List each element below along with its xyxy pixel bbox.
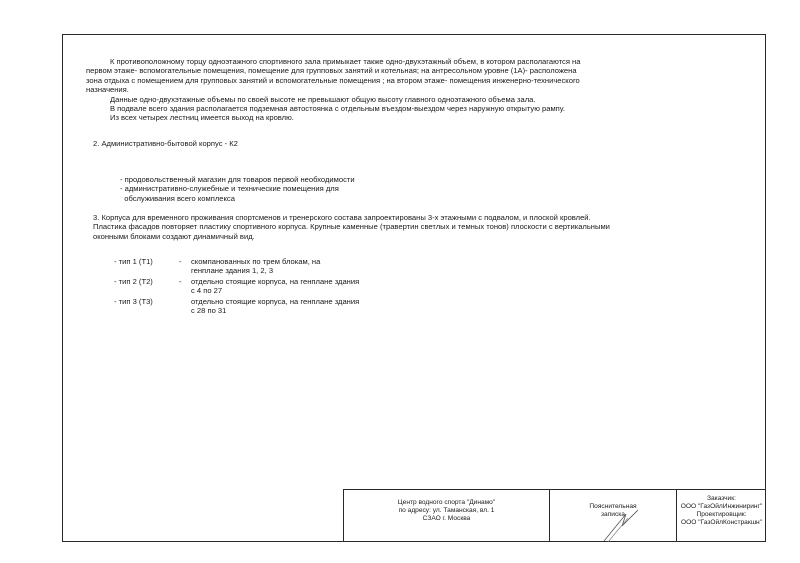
type-desc: с 4 по 27 [191,286,223,296]
party-line: Заказчик: [707,495,736,502]
text-line: В подвале всего здания располагается подземная автостоянка с отдельным въездом-выездом через наружную открытую рампу. [110,104,565,114]
type-desc: отдельно стоящие корпуса, на генплане здания [191,277,360,286]
type-desc: скомпанованных по трем блокам, на [191,257,321,266]
text-line: первом этаже- вспомогательные помещения, помещение для групповых занятий и котельная; на антресольном уровне (1А)- расположена [86,66,577,76]
project-line: Центр водного спорта "Динамо" [397,499,496,506]
text-line: зона отдыха с помещением для групповых занятий и вспомогательные помещения ; на втором этаже- помещения инженерно-технического [86,75,580,85]
type-desc: генплане здания 1, 2, 3 [191,266,274,276]
project-line: СЗАО г. Москва [422,515,471,522]
type-label: - тип 3 (Т3) [114,297,153,306]
text-line: Данные одно-двухэтажные объемы по своей высоте не превышают общую высоту главного одноэтажного объема зала. [110,94,536,104]
signature-icon [598,508,642,544]
type-desc: отдельно стоящие корпуса, на генплане здания [191,297,360,306]
list-item: обслуживания всего комплекса [120,193,235,203]
text-line: оконными блоками создают динамичный вид. [93,231,255,241]
project-cell [343,490,549,542]
type-dash: - [179,277,182,286]
party-line: Проектировщик: [696,511,747,518]
text-line: Пластика фасадов повторяет пластику спортивного корпуса. Крупные каменные (травертин светлых и темных тонов) плоскости с вертикальными [93,222,610,232]
party-line: ООО "ГазОйлИнжиниринг" [680,503,763,510]
text-line: 3. Корпуса для временного проживания спортсменов и тренерского состава запроектированы 3-х этажными с подвалом, и плоской кровлей. [93,213,591,222]
text-line: К противоположному торцу одноэтажного спортивного зала примыкает также одно-двухэтажный объем, в котором располагаются на [110,57,581,66]
party-line: ООО "ГазОйлКонстракшн" [681,519,762,526]
doc-type-line: записка [601,511,625,518]
list-item: - продовольственный магазин для товаров первой необходимости [120,175,355,184]
text-line: Из всех четырех лестниц имеется выход на кровлю. [110,113,294,123]
type-label: - тип 1 (Т1) [114,257,153,266]
text-line: назначения. [86,85,129,95]
section-heading: 2. Административно-бытовой корпус - К2 [93,139,238,148]
type-label: - тип 2 (Т2) [114,277,153,286]
type-desc: с 28 по 31 [191,306,227,316]
list-item: - административно-служебные и технические помещения для [120,184,339,194]
project-line: по адресу: ул. Таманская, вл. 1 [398,507,495,514]
type-dash: - [179,257,182,266]
document-body [86,57,726,123]
title-block [343,489,766,542]
doc-type-line: Пояснительная [589,503,637,510]
parties-cell [676,490,766,542]
document-type-cell [549,490,676,542]
